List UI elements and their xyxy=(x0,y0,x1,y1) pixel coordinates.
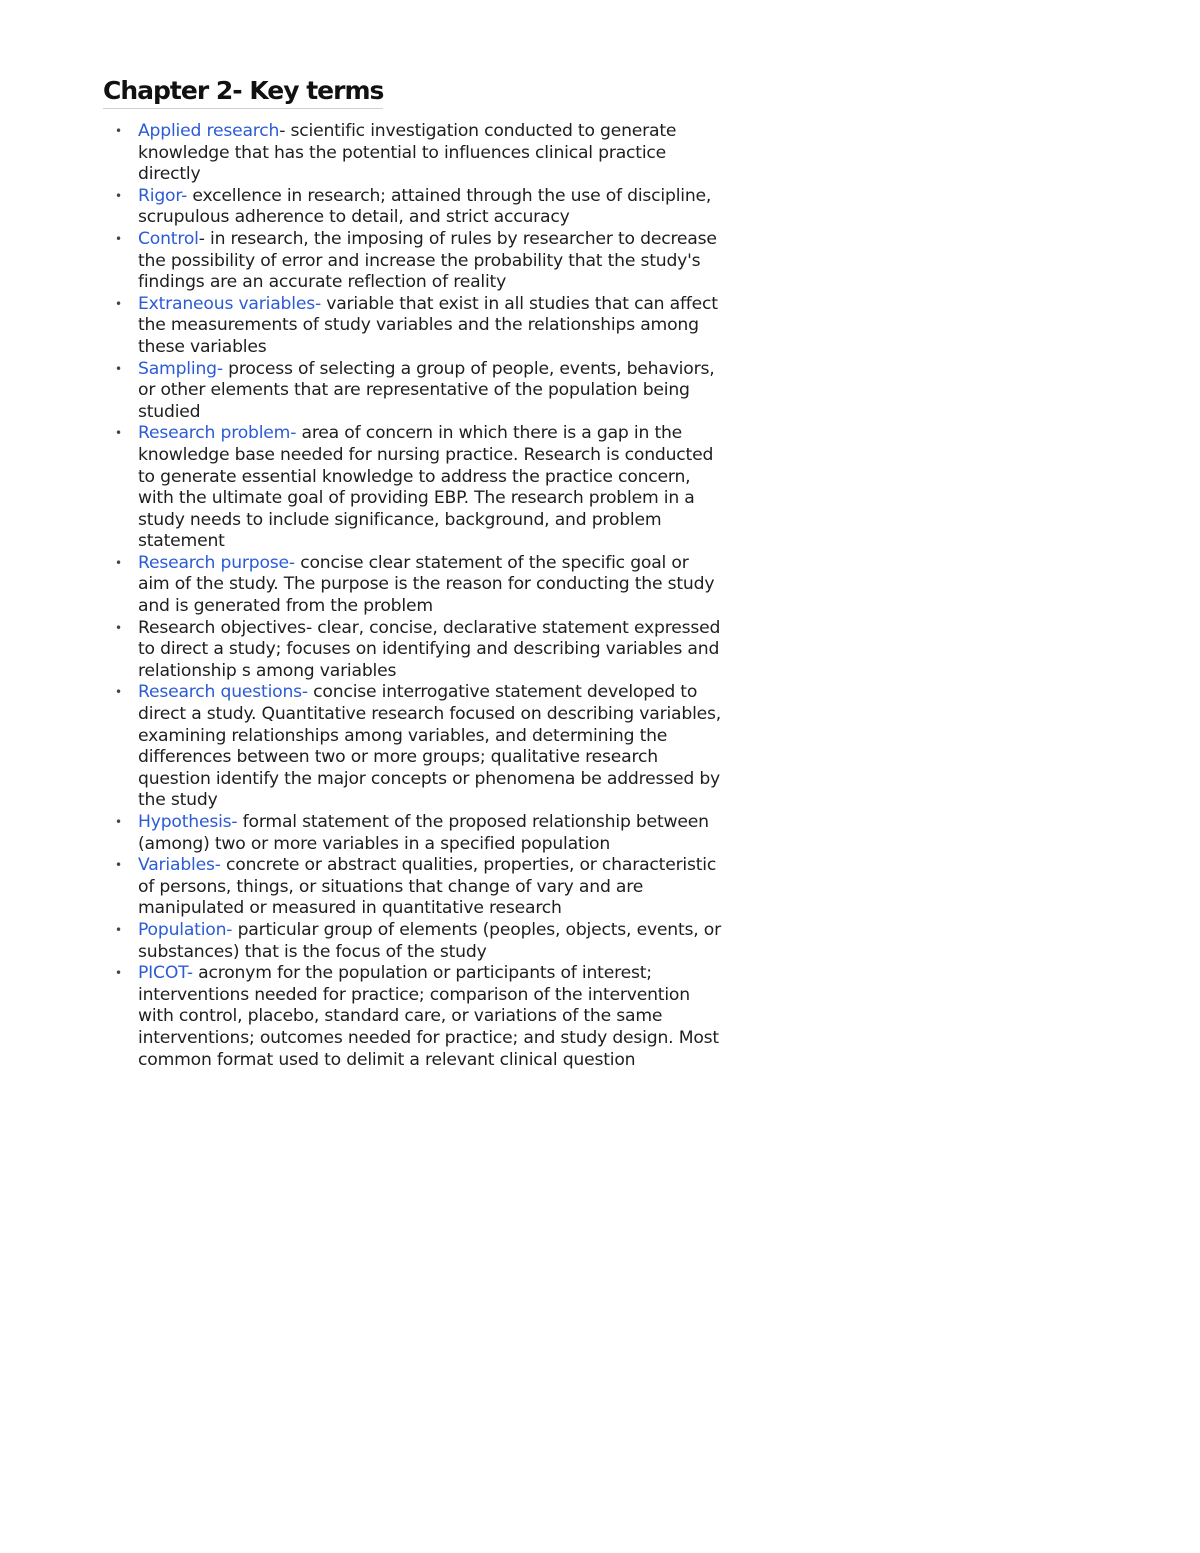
list-item xyxy=(113,229,723,294)
term-name: Research questions- xyxy=(138,682,308,703)
term-name: Variables- xyxy=(138,855,221,876)
bullet-icon: • xyxy=(115,124,122,138)
term-name: Sampling- xyxy=(138,358,223,379)
term-definition: concise interrogative statement developed to direct a study. Quantitative research focused on describing variables, examining relationships among variables, and determining the differences between two or more groups; qualitative research question identify the major concepts or phenomena be addressed by the study xyxy=(138,682,722,811)
list-item xyxy=(113,812,723,855)
term-definition: process of selecting a group of people, events, behaviors, or other elements that are representative of the population being studied xyxy=(138,358,715,422)
term-name: Hypothesis- xyxy=(138,812,238,832)
list-item xyxy=(113,186,723,229)
term-definition: Research objectives- clear, concise, declarative statement expressed to direct a study; focuses on identifying and describing variables and relationship s among variables xyxy=(138,617,721,681)
bullet-icon: • xyxy=(115,361,122,376)
bullet-icon: • xyxy=(115,922,122,937)
list-item xyxy=(113,294,723,359)
term-definition: variable that exist in all studies that can affect the measurements of study variables and the relationships among these variables xyxy=(138,293,718,357)
term-name: Applied research xyxy=(138,121,280,141)
list-item xyxy=(113,121,723,186)
bullet-icon: • xyxy=(115,296,122,311)
term-definition: concrete or abstract qualities, properties, or characteristic of persons, things, or situations that change of vary and are manipulated or measured in quantitative research xyxy=(138,855,717,919)
bullet-icon: • xyxy=(115,966,122,981)
term-definition: formal statement of the proposed relationship between (among) two or more variables in a specified population xyxy=(138,812,709,854)
list-item xyxy=(113,359,723,424)
page-title: Chapter 2- Key terms xyxy=(103,76,383,109)
list-item xyxy=(113,553,723,618)
bullet-icon: • xyxy=(115,231,122,246)
term-name: Control xyxy=(138,228,199,249)
key-terms-list xyxy=(113,121,723,1071)
list-item xyxy=(113,963,723,1071)
term-definition: - in research, the imposing of rules by researcher to decrease the possibility of error and increase the probability that the study's findings are an accurate reflection of reality xyxy=(138,228,717,293)
term-definition: - scientific investigation conducted to generate knowledge that has the potential to influences clinical practice directly xyxy=(138,121,677,185)
bullet-icon: • xyxy=(115,815,122,829)
list-item xyxy=(113,682,723,812)
term-name: Research purpose- xyxy=(138,552,295,573)
bullet-icon: • xyxy=(115,555,122,570)
term-name: Rigor- xyxy=(138,185,188,206)
bullet-icon: • xyxy=(115,426,122,441)
term-definition: acronym for the population or participants of interest; interventions needed for practice; comparison of the intervention with control, placebo, standard care, or variations of the same interventions; outcomes needed for practice; and study design. Most common format used to delimit a relevant clinical question xyxy=(138,963,719,1070)
term-definition: area of concern in which there is a gap in the knowledge base needed for nursing practice. Research is conducted to generate essential knowledge to address the practice concern, with the ultimate goal of providing EBP. The research problem in a study needs to include significance, background, and problem statement xyxy=(138,423,714,552)
term-definition: excellence in research; attained through the use of discipline, scrupulous adherence to detail, and strict accuracy xyxy=(138,185,712,228)
term-name: Extraneous variables- xyxy=(138,293,321,314)
bullet-icon: • xyxy=(115,858,122,873)
list-item xyxy=(113,855,723,920)
bullet-icon: • xyxy=(115,620,122,635)
term-definition: concise clear statement of the specific goal or aim of the study. The purpose is the reason for conducting the study and is generated from the problem xyxy=(138,552,715,617)
term-name: Population- xyxy=(138,919,233,940)
bullet-icon: • xyxy=(115,685,122,700)
list-item xyxy=(113,423,723,553)
term-definition: particular group of elements (peoples, objects, events, or substances) that is the focus of the study xyxy=(138,919,721,962)
list-item xyxy=(113,618,723,683)
bullet-icon: • xyxy=(115,188,122,203)
term-name: Research problem- xyxy=(138,423,297,444)
list-item xyxy=(113,920,723,963)
term-name: PICOT- xyxy=(138,963,193,984)
